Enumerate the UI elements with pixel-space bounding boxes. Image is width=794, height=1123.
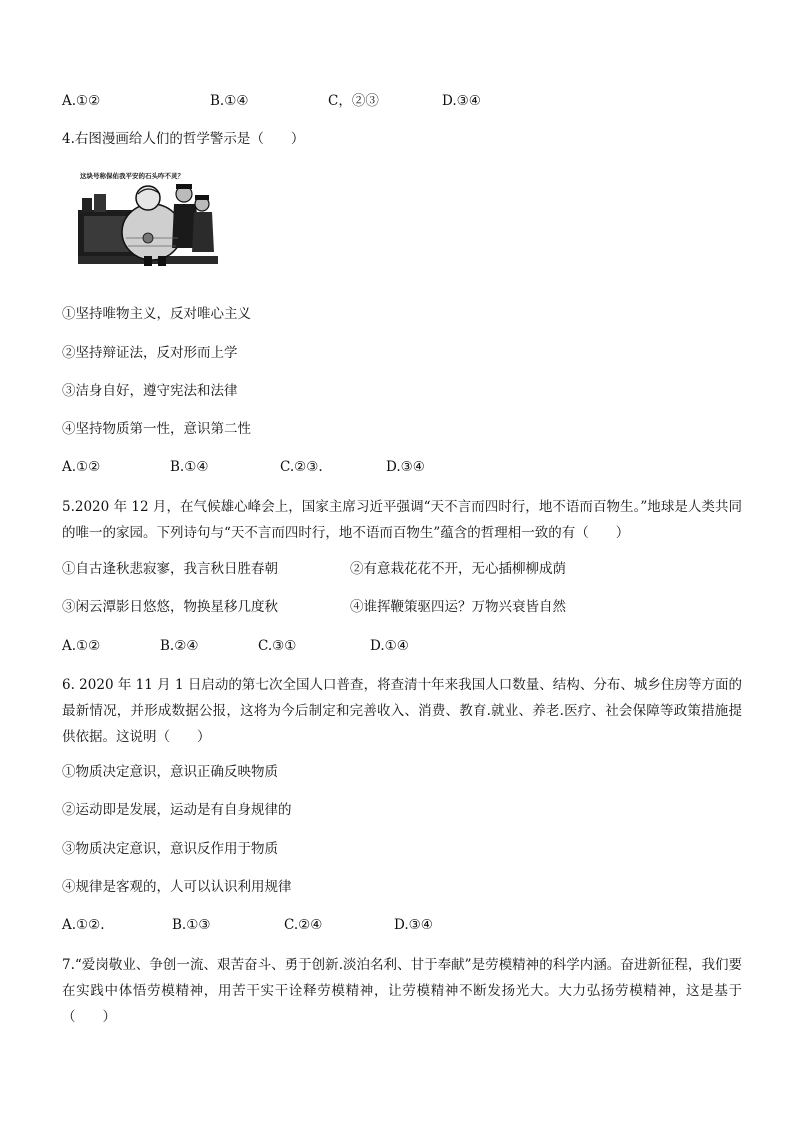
q6-item-3: ③物质决定意识，意识反作用于物质 <box>62 841 278 857</box>
q5-option-c: C.③① <box>258 638 297 654</box>
q7-stem: 7.“爱岗敬业、争创一流、艰苦奋斗、勇于创新.淡泊名利、甘于奉献”是劳模精神的科学内涵。奋进新征程，我们要在实践中体悟劳模精神，用苦干实干诠释劳模精神，让劳模精神不断发扬光大。大力弘扬劳模精神，这是基于（ ） <box>62 957 742 1025</box>
q6-item-4: ④规律是客观的，人可以认识利用规律 <box>62 879 292 895</box>
q3-option-a: A.①② <box>62 93 101 109</box>
q4-option-d: D.③④ <box>386 459 425 475</box>
q5-option-d: D.①④ <box>370 638 409 654</box>
q6-item-1: ①物质决定意识，意识正确反映物质 <box>62 764 278 780</box>
q4-item-1: ①坚持唯物主义，反对唯心主义 <box>62 306 251 322</box>
q5-item-3: ③闲云潭影日悠悠，物换星移几度秋 <box>62 599 278 615</box>
q6-item-2: ②运动即是发展，运动是有自身规律的 <box>62 802 292 818</box>
q3-option-b: B.①④ <box>210 93 249 109</box>
q6-option-a: A.①②. <box>62 917 105 933</box>
q5-item-4: ④谁挥鞭策驱四运？万物兴衰皆自然 <box>350 599 566 615</box>
q5-option-b: B.②④ <box>160 638 199 654</box>
q6-option-d: D.③④ <box>394 917 433 933</box>
cartoon-caption: 这块号称保佑我平安的石头咋不灵？ <box>80 172 184 180</box>
q3-option-d: D.③④ <box>442 93 481 109</box>
q5-item-1: ①自古逢秋悲寂寥，我言秋日胜春朝 <box>62 561 278 577</box>
q5-stem: 5.2020 年 12 月，在气候雄心峰会上，国家主席习近平强调“天不言而四时行，地不语而百物生。”地球是人类共同的唯一的家园。下列诗句与“天不言而四时行，地不语而百物生”蕴含的哲理相一致的有（ ） <box>62 499 742 541</box>
q4-item-4: ④坚持物质第一性，意识第二性 <box>62 421 251 437</box>
q4-option-b: B.①④ <box>170 459 209 475</box>
q5-item-2: ②有意栽花花不开，无心插柳柳成荫 <box>350 561 566 577</box>
q6-stem: 6. 2020 年 11 月 1 日启动的第七次全国人口普查，将查清十年来我国人口数量、结构、分布、城乡住房等方面的最新情况，并形成数据公报，这将为今后制定和完善收入、消费、教育.就业、养老.医疗、社会保障等政策措施提供依据。这说明（ ） <box>62 677 742 745</box>
q6-option-b: B.①③ <box>172 917 211 933</box>
q4-stem: 4.右图漫画给人们的哲学警示是（ ） <box>62 131 305 147</box>
q4-option-c: C.②③. <box>280 459 323 475</box>
q4-item-3: ③洁身自好，遵守宪法和法律 <box>62 383 238 399</box>
q3-option-c: C，②③ <box>328 93 379 109</box>
q4-item-2: ②坚持辩证法，反对形而上学 <box>62 345 238 361</box>
q5-option-a: A.①② <box>62 638 101 654</box>
cartoon-image <box>74 168 222 276</box>
q6-option-c: C.②④ <box>284 917 323 933</box>
q4-option-a: A.①② <box>62 459 101 475</box>
